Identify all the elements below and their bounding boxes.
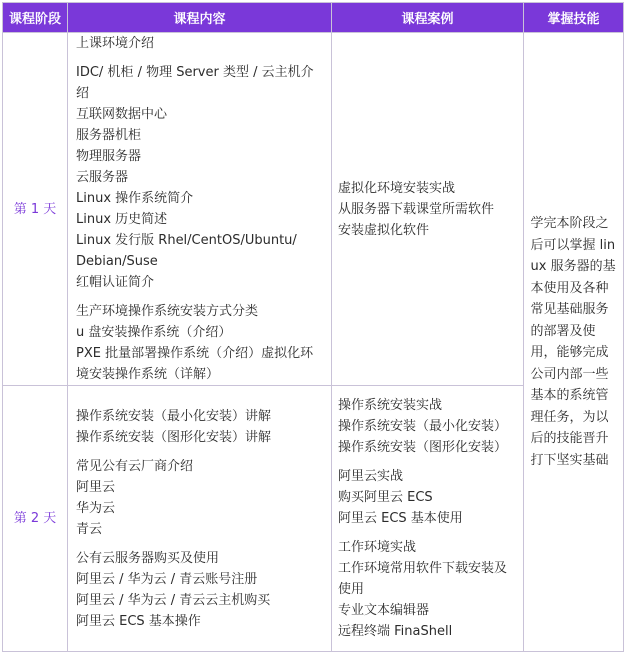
content-block: [76, 33, 325, 54]
stage-cell: 第 1 天: [3, 33, 68, 386]
case-block: [338, 395, 517, 458]
content-cell: [68, 386, 332, 652]
content-line: PXE 批量部署操作系统（介绍）虚拟化环境安装操作系统（详解）: [76, 346, 314, 382]
skill-text: 学完本阶段之后可以掌握 linux 服务器的基本使用及各种常见基础服务的部署及使用，能够完成公司内部一些基本的系统管理任务，为以后的技能晋升打下坚实基础: [530, 216, 616, 468]
content-line: 生产环境操作系统安装方式分类: [76, 304, 259, 319]
case-line: 操作系统安装实战: [338, 398, 443, 413]
case-cell: [332, 33, 524, 386]
case-line: 从服务器下载课堂所需软件: [338, 201, 495, 217]
content-line: 青云: [76, 521, 103, 537]
content-line: Linux 历史简述: [76, 212, 168, 227]
case-block: [338, 466, 517, 529]
content-line: u 盘安装操作系统（介绍）: [76, 325, 232, 340]
table-row: [3, 33, 624, 386]
content-block: [76, 548, 325, 632]
content-line: 互联网数据中心: [76, 107, 168, 122]
case-block: [338, 537, 517, 642]
content-block: [76, 406, 325, 448]
case-line: 虚拟化环境安装实战: [338, 180, 456, 196]
content-line: 物理服务器: [76, 149, 142, 164]
content-line: 上课环境介绍: [76, 36, 155, 51]
content-line: 阿里云 / 华为云 / 青云云主机购买: [76, 592, 271, 608]
content-line: IDC/ 机柜 / 物理 Server 类型 / 云主机介绍: [76, 65, 314, 101]
case-line: 工作环境常用软件下载安装及使用: [338, 561, 508, 597]
header-skill: 掌握技能: [524, 3, 624, 33]
content-block: [76, 301, 325, 385]
content-line: Linux 发行版 Rhel/CentOS/Ubuntu/ Debian/Suse: [76, 233, 297, 269]
header-case: 课程案例: [332, 3, 524, 33]
content-line: 服务器机柜: [76, 128, 142, 143]
case-line: 阿里云 ECS 基本使用: [338, 511, 463, 526]
case-line: 安装虚拟化软件: [338, 222, 430, 238]
skill-cell: [524, 33, 624, 652]
case-block: [338, 178, 517, 241]
content-line: 常见公有云厂商介绍: [76, 458, 194, 474]
content-line: 云服务器: [76, 170, 129, 185]
course-table: [2, 2, 624, 652]
content-cell: [68, 33, 332, 386]
content-block: [76, 62, 325, 293]
content-line: 操作系统安装（最小化安装）讲解: [76, 408, 272, 424]
content-line: 操作系统安装（图形化安装）讲解: [76, 429, 272, 445]
content-line: 阿里云 ECS 基本操作: [76, 613, 201, 629]
case-line: 购买阿里云 ECS: [338, 490, 433, 505]
case-cell: [332, 386, 524, 652]
header-content: 课程内容: [68, 3, 332, 33]
case-line: 专业文本编辑器: [338, 603, 430, 618]
content-line: 阿里云 / 华为云 / 青云账号注册: [76, 571, 258, 587]
case-line: 工作环境实战: [338, 540, 417, 555]
content-line: 公有云服务器购买及使用: [76, 550, 220, 566]
content-line: Linux 操作系统简介: [76, 191, 194, 206]
case-line: 操作系统安装（图形化安装）: [338, 440, 508, 455]
header-row: [3, 3, 624, 33]
content-block: [76, 456, 325, 540]
content-line: 阿里云: [76, 479, 116, 495]
stage-cell: 第 2 天: [3, 386, 68, 652]
case-line: 操作系统安装（最小化安装）: [338, 419, 508, 434]
content-line: 华为云: [76, 500, 116, 516]
case-line: 阿里云实战: [338, 469, 404, 484]
content-line: 红帽认证简介: [76, 275, 155, 290]
header-stage: 课程阶段: [3, 3, 68, 33]
case-line: 远程终端 FinaShell: [338, 624, 453, 639]
